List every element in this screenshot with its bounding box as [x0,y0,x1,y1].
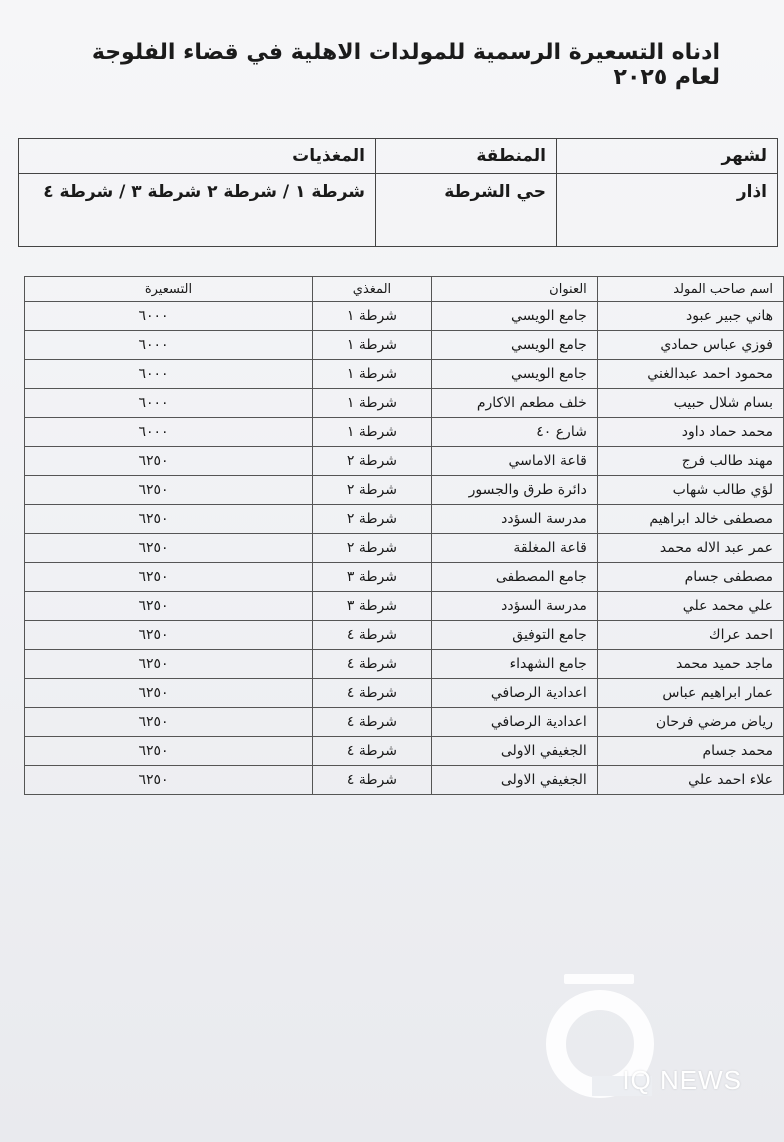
feeder-cell: شرطة ٢ [312,447,431,476]
price-cell: ٦٢٥٠ [25,766,313,795]
owner-name-cell: احمد عراك [597,621,783,650]
address-header: العنوان [431,277,597,302]
owner-name-cell: علاء احمد علي [597,766,783,795]
table-row [25,534,784,563]
price-cell: ٦٢٥٠ [25,447,313,476]
feeder-cell: شرطة ٢ [312,534,431,563]
feeder-cell: شرطة ٤ [312,737,431,766]
price-cell: ٦٠٠٠ [25,302,313,331]
owner-name-cell: محمد حماد داود [597,418,783,447]
summary-table [18,138,778,247]
owner-name-cell: ماجد حميد محمد [597,650,783,679]
address-cell: شارع ٤٠ [431,418,597,447]
price-cell: ٦٢٥٠ [25,563,313,592]
feeder-header: المغذي [312,277,431,302]
feeder-cell: شرطة ٢ [312,505,431,534]
owner-name-cell: لؤي طالب شهاب [597,476,783,505]
address-cell: اعدادية الرصافي [431,708,597,737]
area-value: حي الشرطة [376,174,557,247]
address-cell: جامع المصطفى [431,563,597,592]
table-row [25,360,784,389]
table-row [25,563,784,592]
feeder-cell: شرطة ١ [312,360,431,389]
owner-name-cell: مهند طالب فرج [597,447,783,476]
price-cell: ٦٢٥٠ [25,650,313,679]
address-cell: الجغيفي الاولى [431,766,597,795]
address-cell: دائرة طرق والجسور [431,476,597,505]
table-row [25,447,784,476]
table-row [25,592,784,621]
feeder-cell: شرطة ١ [312,418,431,447]
owner-name-cell: محمود احمد عبدالغني [597,360,783,389]
owner-name-cell: علي محمد علي [597,592,783,621]
owner-name-cell: محمد جسام [597,737,783,766]
owner-name-cell: رياض مرضي فرحان [597,708,783,737]
address-cell: جامع الويسي [431,331,597,360]
address-cell: الجغيفي الاولى [431,737,597,766]
owner-name-cell: بسام شلال حبيب [597,389,783,418]
feeder-cell: شرطة ٤ [312,708,431,737]
address-cell: اعدادية الرصافي [431,679,597,708]
table-row [25,302,784,331]
feeder-cell: شرطة ١ [312,331,431,360]
price-cell: ٦٢٥٠ [25,737,313,766]
price-cell: ٦٢٥٠ [25,505,313,534]
month-value: اذار [557,174,778,247]
table-row [25,766,784,795]
address-cell: خلف مطعم الاكارم [431,389,597,418]
table-row [25,331,784,360]
price-cell: ٦٢٥٠ [25,708,313,737]
price-cell: ٦٢٥٠ [25,476,313,505]
address-cell: جامع الويسي [431,360,597,389]
feeder-cell: شرطة ٣ [312,592,431,621]
address-cell: مدرسة السؤدد [431,505,597,534]
address-cell: جامع الويسي [431,302,597,331]
table-row [25,418,784,447]
address-cell: قاعة الاماسي [431,447,597,476]
address-cell: مدرسة السؤدد [431,592,597,621]
table-row [25,505,784,534]
table-row [25,708,784,737]
table-row [25,737,784,766]
watermark-text: IQ NEWS [622,1065,742,1095]
price-cell: ٦٠٠٠ [25,331,313,360]
summary-header-row [19,139,778,174]
feeder-cell: شرطة ٣ [312,563,431,592]
table-row [25,476,784,505]
price-cell: ٦٢٥٠ [25,679,313,708]
feeder-cell: شرطة ٤ [312,621,431,650]
address-cell: جامع التوفيق [431,621,597,650]
owner-name-cell: هاني جبير عبود [597,302,783,331]
table-row [25,679,784,708]
table-header-row [25,277,784,302]
owner-name-cell: مصطفى جسام [597,563,783,592]
owner-name-cell: عمر عبد الاله محمد [597,534,783,563]
feeder-cell: شرطة ١ [312,389,431,418]
owner-name-cell: عمار ابراهيم عباس [597,679,783,708]
price-cell: ٦٠٠٠ [25,360,313,389]
generators-table [24,276,784,795]
feeder-cell: شرطة ٢ [312,476,431,505]
owner-name-cell: فوزي عباس حمادي [597,331,783,360]
feeders-header: المغذيات [19,139,376,174]
feeders-value: شرطة ١ / شرطة ٢ شرطة ٣ / شرطة ٤ [19,174,376,247]
table-body [25,302,784,795]
price-cell: ٦٠٠٠ [25,418,313,447]
price-cell: ٦٢٥٠ [25,621,313,650]
price-cell: ٦٢٥٠ [25,534,313,563]
summary-value-row [19,174,778,247]
price-cell: ٦٢٥٠ [25,592,313,621]
month-header: لشهر [557,139,778,174]
feeder-cell: شرطة ٤ [312,679,431,708]
table-row [25,650,784,679]
feeder-cell: شرطة ٤ [312,766,431,795]
feeder-cell: شرطة ٤ [312,650,431,679]
page-title: ادناه التسعيرة الرسمية للمولدات الاهلية في قضاء الفلوجة لعام ٢٠٢٥ [91,40,720,90]
owner-name-header: اسم صاحب المولد [597,277,783,302]
address-cell: قاعة المغلقة [431,534,597,563]
owner-name-cell: مصطفى خالد ابراهيم [597,505,783,534]
table-row [25,389,784,418]
table-row [25,621,784,650]
price-header: التسعيرة [25,277,313,302]
price-cell: ٦٠٠٠ [25,389,313,418]
feeder-cell: شرطة ١ [312,302,431,331]
area-header: المنطقة [376,139,557,174]
address-cell: جامع الشهداء [431,650,597,679]
